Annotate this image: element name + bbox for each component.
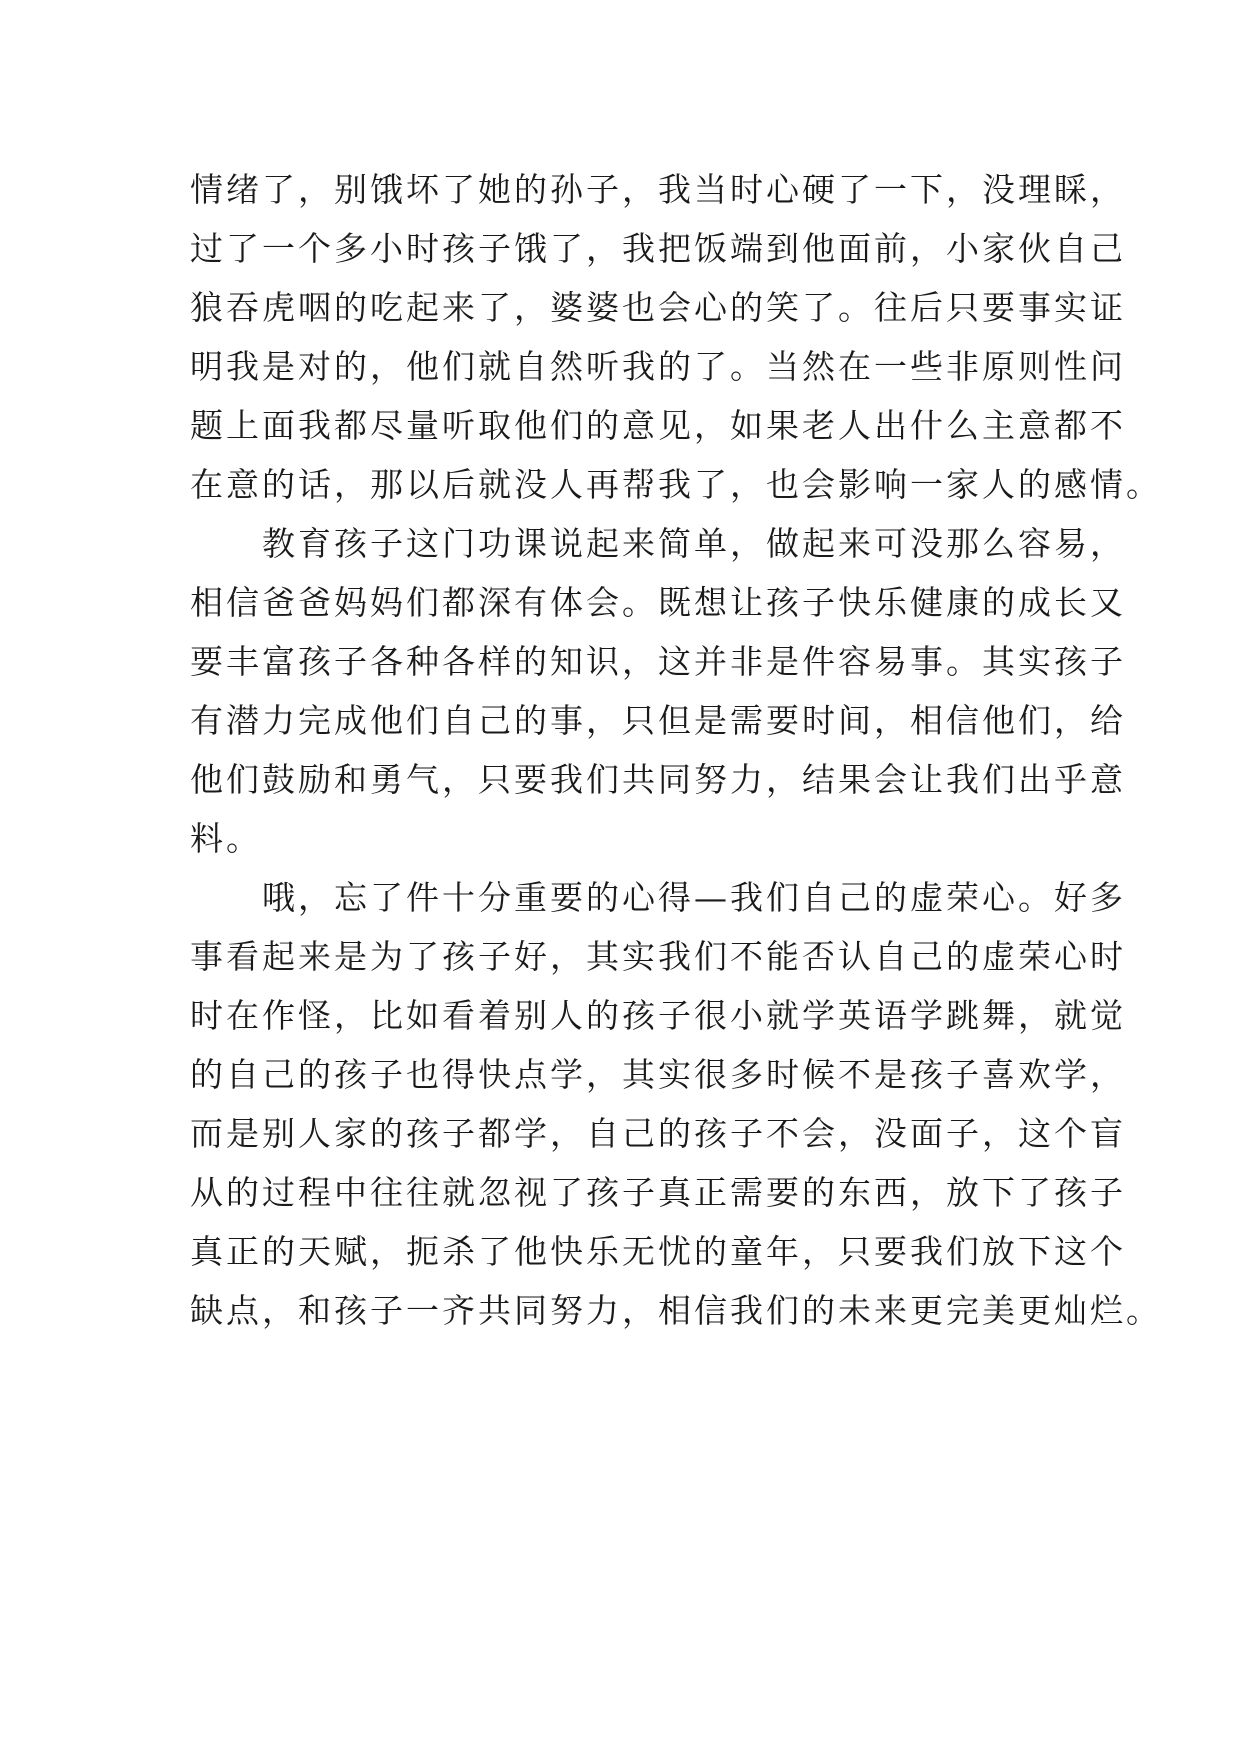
text-line: 料。 [190, 819, 262, 858]
text-line: 真正的天赋，扼杀了他快乐无忧的童年，只要我们放下这个 [190, 1232, 1126, 1271]
body-text [190, 160, 1162, 1340]
text-line: 过了一个多小时孩子饿了，我把饭端到他面前，小家伙自己 [190, 229, 1126, 268]
text-line: 有潜力完成他们自己的事，只但是需要时间，相信他们，给 [190, 701, 1126, 740]
text-line: 缺点，和孩子一齐共同努力，相信我们的未来更完美更灿烂。 [190, 1291, 1162, 1330]
text-line: 哦，忘了件十分重要的心得—我们自己的虚荣心。好多 [262, 878, 1126, 917]
text-line: 他们鼓励和勇气，只要我们共同努力，结果会让我们出乎意 [190, 760, 1126, 799]
text-line: 在意的话，那以后就没人再帮我了，也会影响一家人的感情。 [190, 465, 1162, 504]
text-line: 要丰富孩子各种各样的知识，这并非是件容易事。其实孩子 [190, 642, 1126, 681]
text-line: 教育孩子这门功课说起来简单，做起来可没那么容易， [262, 524, 1126, 563]
text-line: 而是别人家的孩子都学，自己的孩子不会，没面子，这个盲 [190, 1114, 1126, 1153]
text-line: 从的过程中往往就忽视了孩子真正需要的东西，放下了孩子 [190, 1173, 1126, 1212]
text-line: 的自己的孩子也得快点学，其实很多时候不是孩子喜欢学， [190, 1055, 1126, 1094]
text-line: 明我是对的，他们就自然听我的了。当然在一些非原则性问 [190, 347, 1126, 386]
text-line: 情绪了，别饿坏了她的孙子，我当时心硬了一下，没理睬， [190, 170, 1126, 209]
text-line: 事看起来是为了孩子好，其实我们不能否认自己的虚荣心时 [190, 937, 1126, 976]
text-line: 时在作怪，比如看着别人的孩子很小就学英语学跳舞，就觉 [190, 996, 1126, 1035]
text-line: 题上面我都尽量听取他们的意见，如果老人出什么主意都不 [190, 406, 1126, 445]
text-line: 狼吞虎咽的吃起来了，婆婆也会心的笑了。往后只要事实证 [190, 288, 1126, 327]
text-line: 相信爸爸妈妈们都深有体会。既想让孩子快乐健康的成长又 [190, 583, 1126, 622]
